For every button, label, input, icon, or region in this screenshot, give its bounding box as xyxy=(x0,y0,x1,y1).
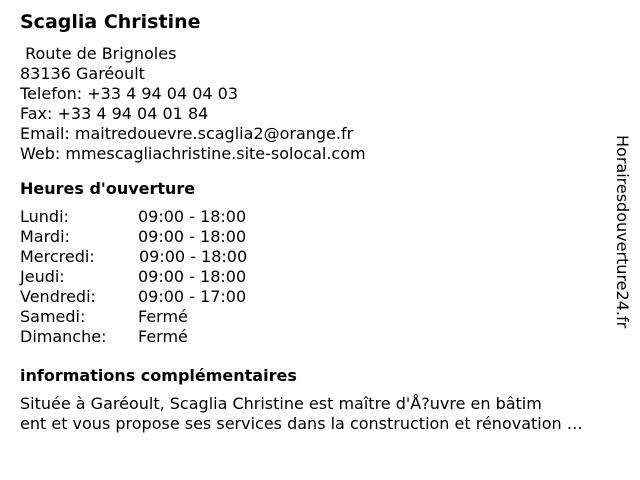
address-line-1: Route de Brignoles xyxy=(20,44,177,63)
time-value: 09:00 - 18:00 xyxy=(138,267,247,286)
hours-row-wednesday xyxy=(20,247,616,267)
hours-table xyxy=(20,207,616,347)
fax-line: Fax: +33 4 94 04 01 84 xyxy=(20,104,209,123)
time-value: 09:00 - 18:00 xyxy=(138,227,247,246)
phone-line: Telefon: +33 4 94 04 04 03 xyxy=(20,84,239,103)
info-text-line-2: ent et vous propose ses services dans la construction et rénovation … xyxy=(20,414,583,433)
time-value: Fermé xyxy=(138,327,188,346)
time-value: 09:00 - 18:00 xyxy=(139,247,248,266)
web-line: Web: mmescagliachristine.site-solocal.com xyxy=(20,144,366,163)
day-label: Lundi: xyxy=(20,207,69,226)
hours-row-thursday xyxy=(20,267,616,287)
time-value: 09:00 - 17:00 xyxy=(138,287,247,306)
info-heading: informations complémentaires xyxy=(20,366,297,385)
day-label: Jeudi: xyxy=(20,267,65,286)
business-name: Scaglia Christine xyxy=(20,11,201,33)
address-line-2: 83136 Garéoult xyxy=(20,64,145,83)
day-label: Dimanche: xyxy=(20,327,107,346)
day-label: Mercredi: xyxy=(20,247,95,266)
email-line: Email: maitredouevre.scaglia2@orange.fr xyxy=(20,124,354,143)
hours-row-tuesday xyxy=(20,227,616,247)
time-value: 09:00 - 18:00 xyxy=(138,207,247,226)
hours-row-monday xyxy=(20,207,616,227)
hours-heading: Heures d'ouverture xyxy=(20,179,196,198)
info-text-line-1: Située à Garéoult, Scaglia Christine est maître d'Å?uvre en bâtim xyxy=(20,394,542,413)
contact-block xyxy=(20,44,616,164)
day-label: Vendredi: xyxy=(20,287,96,306)
day-label: Mardi: xyxy=(20,227,70,246)
business-card xyxy=(20,10,616,434)
hours-row-saturday xyxy=(20,307,616,327)
time-value: Fermé xyxy=(138,307,188,326)
hours-row-sunday xyxy=(20,327,616,347)
site-brand-vertical: Horairesdouverture24.fr xyxy=(613,135,632,329)
hours-row-friday xyxy=(20,287,616,307)
day-label: Samedi: xyxy=(20,307,86,326)
